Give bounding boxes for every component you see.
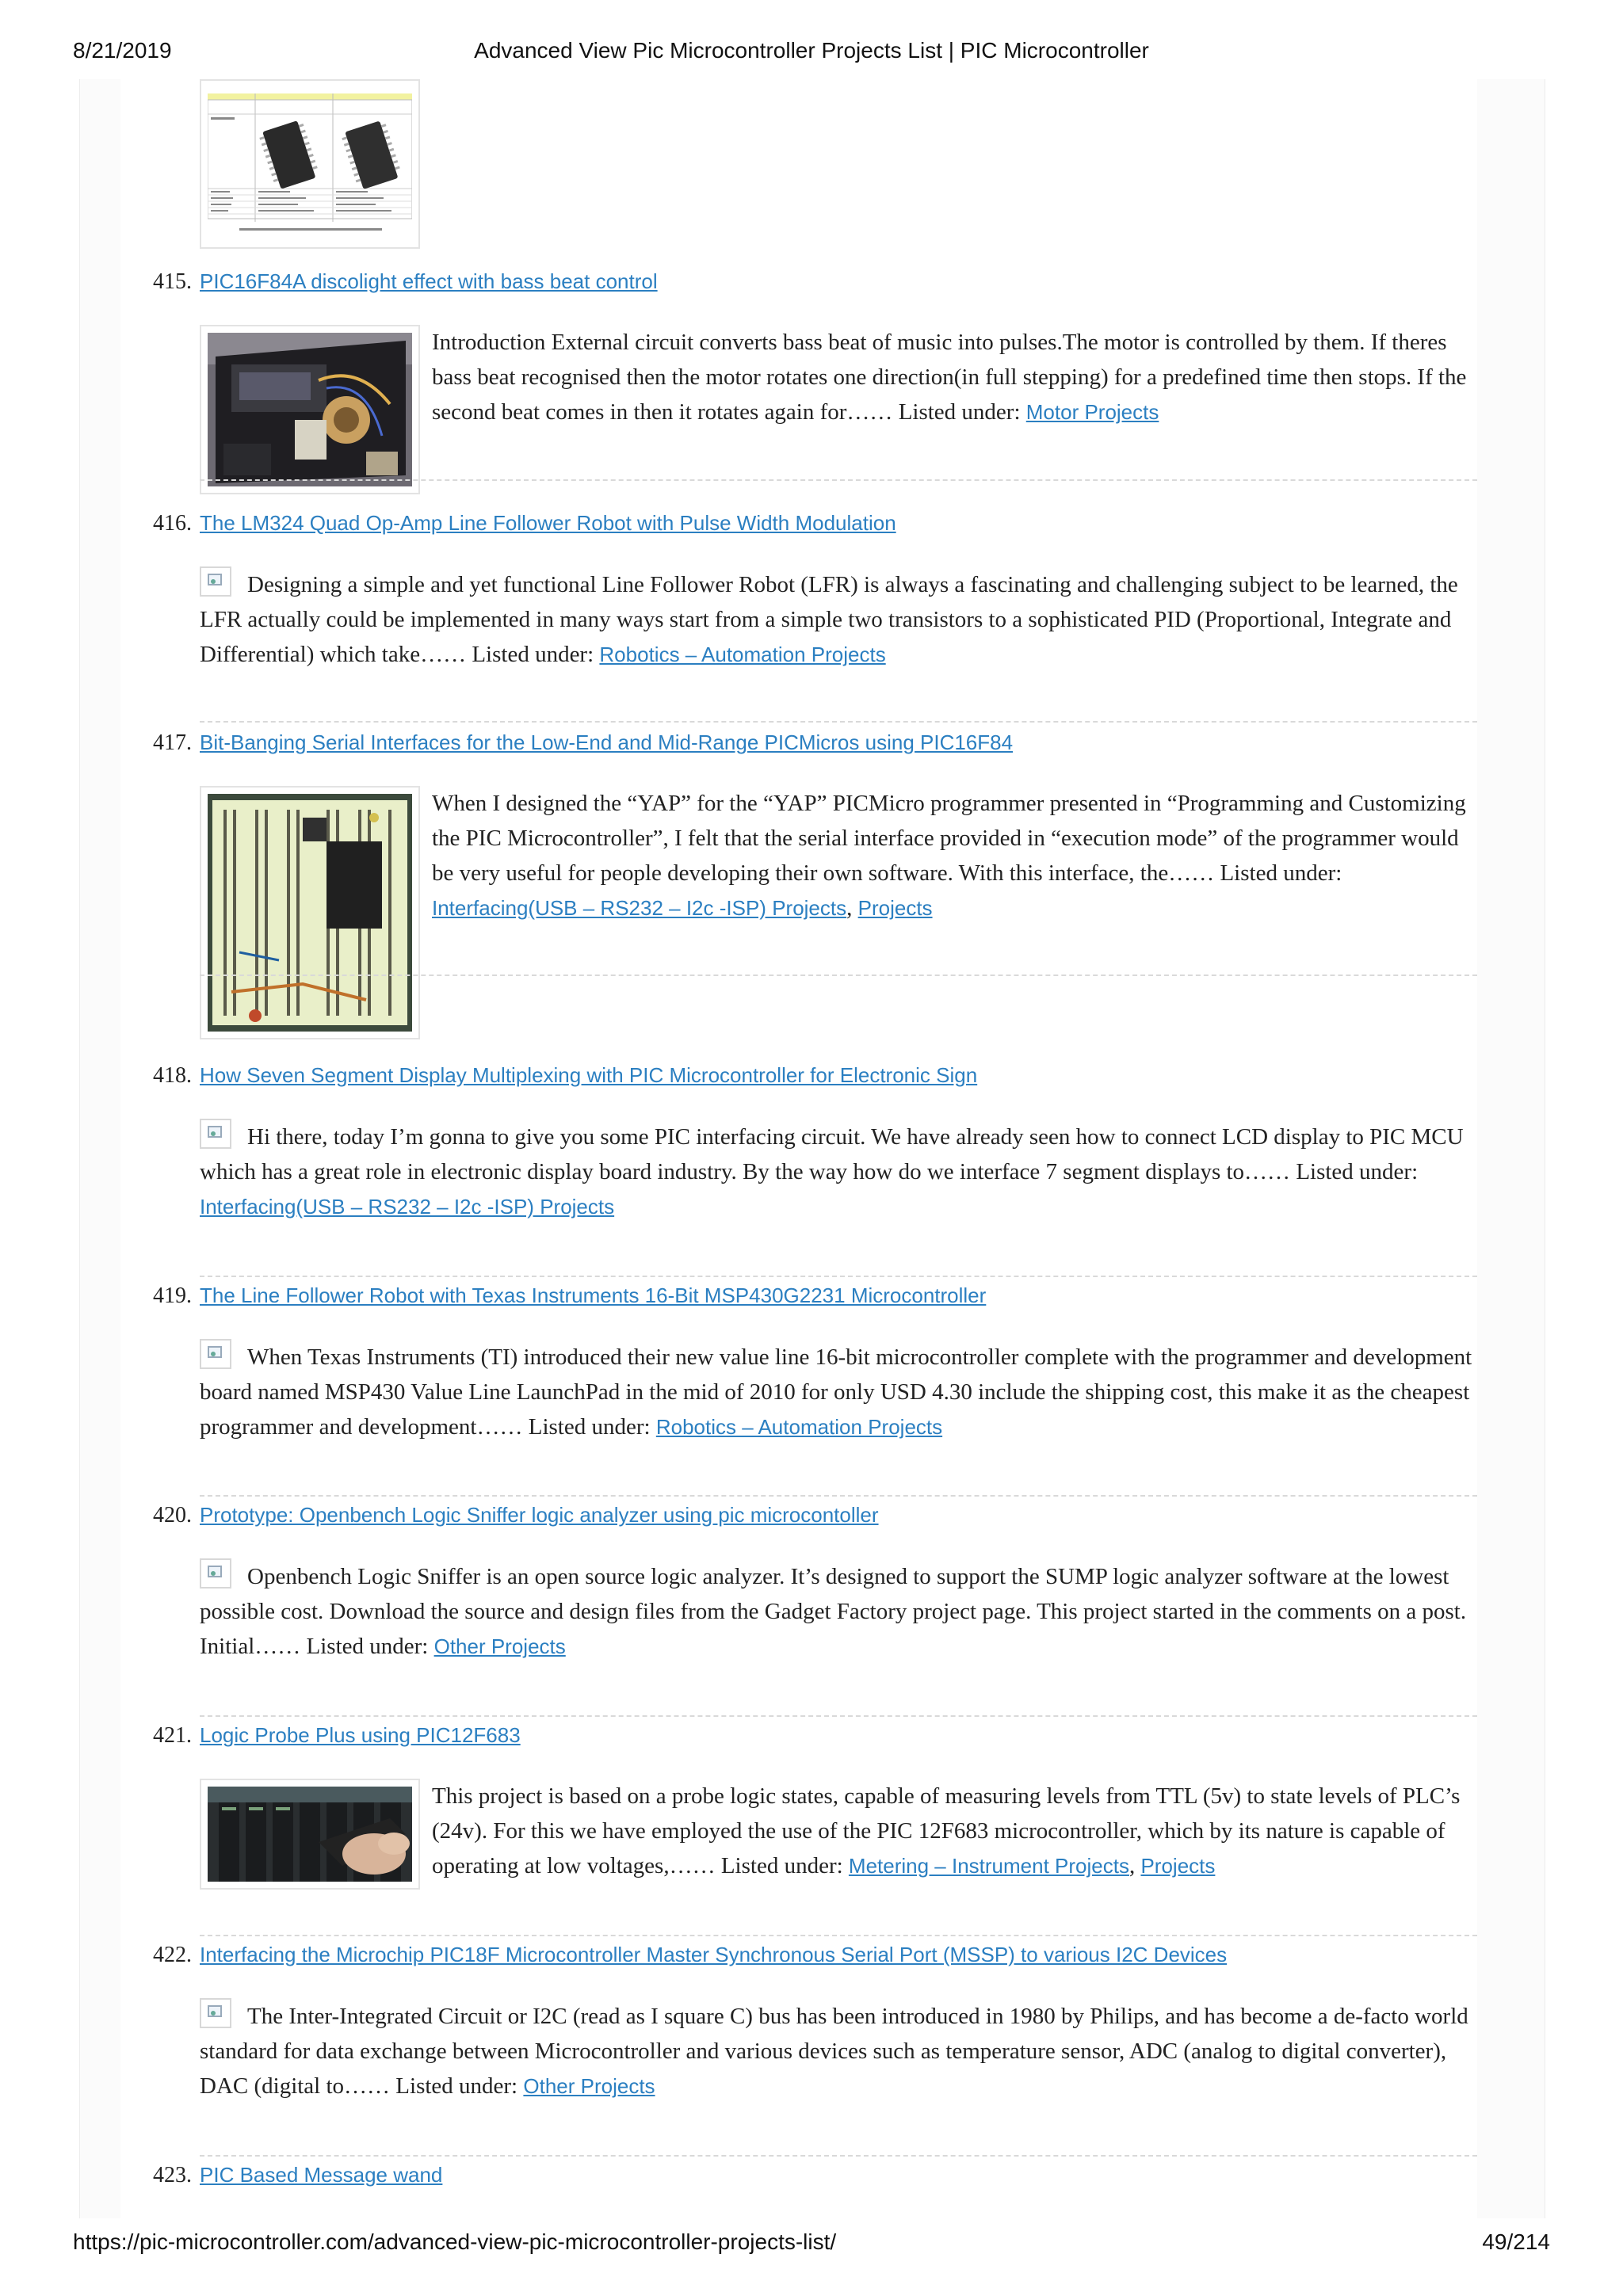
category-link[interactable]: Robotics – Automation Projects [655, 1415, 943, 1439]
listed-under-label: Listed under: [1296, 1159, 1419, 1184]
entry-description [200, 1119, 1477, 1224]
broken-image-icon [200, 1998, 231, 2028]
broken-image-icon [200, 1558, 231, 1589]
entry-description: This project is based on a probe logic states, capable of measuring levels from TTL (5v) to state levels of PLC’s (24v). For this we have employed the use of the PIC 12F683 microcontroller, which by its nature is capable of operating at low voltages,…… Listed under: Metering – Instrument Projects, Projects [432, 1783, 1461, 1878]
entry-text: Introduction External circuit converts bass beat of music into pulses.The motor is controlled by them. If theres bass beat recognised then the motor rotates one direction(in full stepping) for a predefined time then stops. If the second beat comes in then it rotates again for…… [432, 330, 1467, 425]
category-link[interactable]: Other Projects [433, 1634, 566, 1658]
entry-description [432, 325, 1474, 429]
entry-separator [200, 479, 1477, 481]
entry-separator [200, 1495, 1477, 1497]
category-link[interactable]: Interfacing(USB – RS232 – I2c -ISP) Projects [432, 896, 847, 920]
broken-image-icon [200, 1119, 231, 1149]
print-date: 8/21/2019 [73, 38, 172, 63]
entry-number: 423. [153, 2163, 192, 2187]
listed-under-label: Listed under: [528, 1414, 651, 1440]
entry-number: 416. [153, 511, 192, 536]
category-link[interactable]: Motor Projects [1025, 400, 1159, 424]
entry-text: The Inter-Integrated Circuit or I2C (read as I square C) bus has been introduced in 1980 by Philips, and has become a de-facto world standard for data exchange between Microcontroller and various devices such as temperature sensor, ADC (analog to digital converter), DAC (digital to…… [200, 2004, 1468, 2099]
print-footer [73, 2229, 1550, 2261]
entry-number: 422. [153, 1943, 192, 1967]
entry-separator [200, 1276, 1477, 1277]
entry-title-link[interactable]: Bit-Banging Serial Interfaces for the Low-End and Mid-Range PICMicros using PIC16F84 [200, 730, 1014, 754]
category-link[interactable]: Interfacing(USB – RS232 – I2c -ISP) Projects [200, 1195, 615, 1219]
entry-text: When I designed the “YAP” for the “YAP” PICMicro programmer presented in “Programming and Customizing the PIC Microcontroller”, I felt that the serial interface provided in “execution mode” of the programmer would be very useful for people developing their own software. With this interface, the…… [432, 791, 1466, 886]
logic-probe-thumbnail [200, 1779, 420, 1890]
entry-description: When I designed the “YAP” for the “YAP” PICMicro programmer presented in “Programming and Customizing the PIC Microcontroller”, I felt that the serial interface provided in “execution mode” of the programmer would be very useful for people developing their own software. With this interface, the…… Listed under: Interfacing(USB – RS232 – I2c -ISP) Projects, Projects [432, 791, 1466, 921]
entry-title-link[interactable]: Logic Probe Plus using PIC12F683 [200, 1723, 521, 1747]
entry-text: Hi there, today I’m gonna to give you some PIC interfacing circuit. We have already seen how to connect LCD display to PIC MCU which has a great role in electronic display board industry. By the way how do we interface 7 segment displays to…… [200, 1124, 1464, 1184]
entry-separator [200, 2155, 1477, 2157]
entry-separator [200, 1715, 1477, 1717]
category-link[interactable]: Other Projects [523, 2074, 655, 2098]
entry-number: 420. [153, 1503, 192, 1527]
entry-description [200, 1998, 1477, 2103]
entry-description [200, 566, 1477, 672]
entry-title-link[interactable]: PIC16F84A discolight effect with bass beat control [200, 269, 658, 293]
entry-number: 417. [153, 730, 192, 755]
listed-under-label: Listed under: [306, 1634, 429, 1659]
entry-number: 418. [153, 1063, 192, 1088]
category-link[interactable]: Metering – Instrument Projects [848, 1854, 1129, 1878]
entry-title-link[interactable]: The LM324 Quad Op-Amp Line Follower Robot with Pulse Width Modulation [200, 511, 896, 535]
entry-number: 419. [153, 1283, 192, 1308]
entry-text: Openbench Logic Sniffer is an open source logic analyzer. It’s designed to support the SUMP logic analyzer software at the lowest possible cost. Download the source and design files from the Gadget Factory project page. This project started in the comments on a post. Initial…… [200, 1564, 1467, 1659]
entry-title-link[interactable]: Prototype: Openbench Logic Sniffer logic analyzer using pic microcontoller [200, 1503, 879, 1527]
page-number: 49/214 [1482, 2229, 1550, 2254]
entry-separator [200, 1935, 1477, 1936]
entry-description [200, 1339, 1477, 1444]
entry-title-link[interactable]: PIC Based Message wand [200, 2163, 443, 2187]
discolight-thumbnail [200, 325, 420, 494]
print-url: https://pic-microcontroller.com/advanced-view-pic-microcontroller-projects-list/ [73, 2229, 837, 2254]
broken-image-icon [200, 566, 231, 597]
entry-number: 415. [153, 269, 192, 294]
entry-separator [200, 974, 1477, 976]
comparison-table-thumbnail [200, 79, 420, 249]
entry-text: When Texas Instruments (TI) introduced their new value line 16-bit microcontroller complete with the programmer and development board named MSP430 Value Line LaunchPad in the mid of 2010 for only USD 4.30 include the shipping cost, this make it as the cheapest programmer and development…… [200, 1344, 1472, 1440]
entry-title-link[interactable]: The Line Follower Robot with Texas Instruments 16-Bit MSP430G2231 Microcontroller [200, 1283, 987, 1307]
listed-under-label: Listed under: [472, 642, 594, 667]
entry-description [200, 1558, 1477, 1664]
entry-text: This project is based on a probe logic states, capable of measuring levels from TTL (5v) to state levels of PLC’s (24v). For this we have employed the use of the PIC 12F683 microcontroller, which by its nature is capable of operating at low voltages,…… [432, 1783, 1461, 1878]
listed-under-label: Listed under: [1220, 860, 1342, 886]
category-link[interactable]: Projects [1140, 1854, 1216, 1878]
print-header [73, 38, 1550, 70]
entry-number: 421. [153, 1723, 192, 1748]
listed-under-label: Listed under: [720, 1853, 843, 1878]
listed-under-label: Listed under: [898, 399, 1021, 425]
listed-under-label: Listed under: [395, 2073, 518, 2099]
category-link[interactable]: Projects [857, 896, 933, 920]
entry-text: Designing a simple and yet functional Line Follower Robot (LFR) is always a fascinating and challenging subject to be learned, the LFR actually could be implemented in many ways start from a simple two transistors to a sophisticated PID (Proportional, Integrate and Differential) which take…… [200, 572, 1458, 667]
category-link[interactable]: Robotics – Automation Projects [599, 643, 886, 666]
print-title: Advanced View Pic Microcontroller Projects List | PIC Microcontroller [474, 38, 1149, 63]
broken-image-icon [200, 1339, 231, 1369]
entry-separator [200, 721, 1477, 723]
breadboard-thumbnail [200, 786, 420, 1039]
entry-title-link[interactable]: Interfacing the Microchip PIC18F Microcontroller Master Synchronous Serial Port (MSSP) to various I2C Devices [200, 1943, 1228, 1966]
entry-title-link[interactable]: How Seven Segment Display Multiplexing with PIC Microcontroller for Electronic Sign [200, 1063, 978, 1087]
